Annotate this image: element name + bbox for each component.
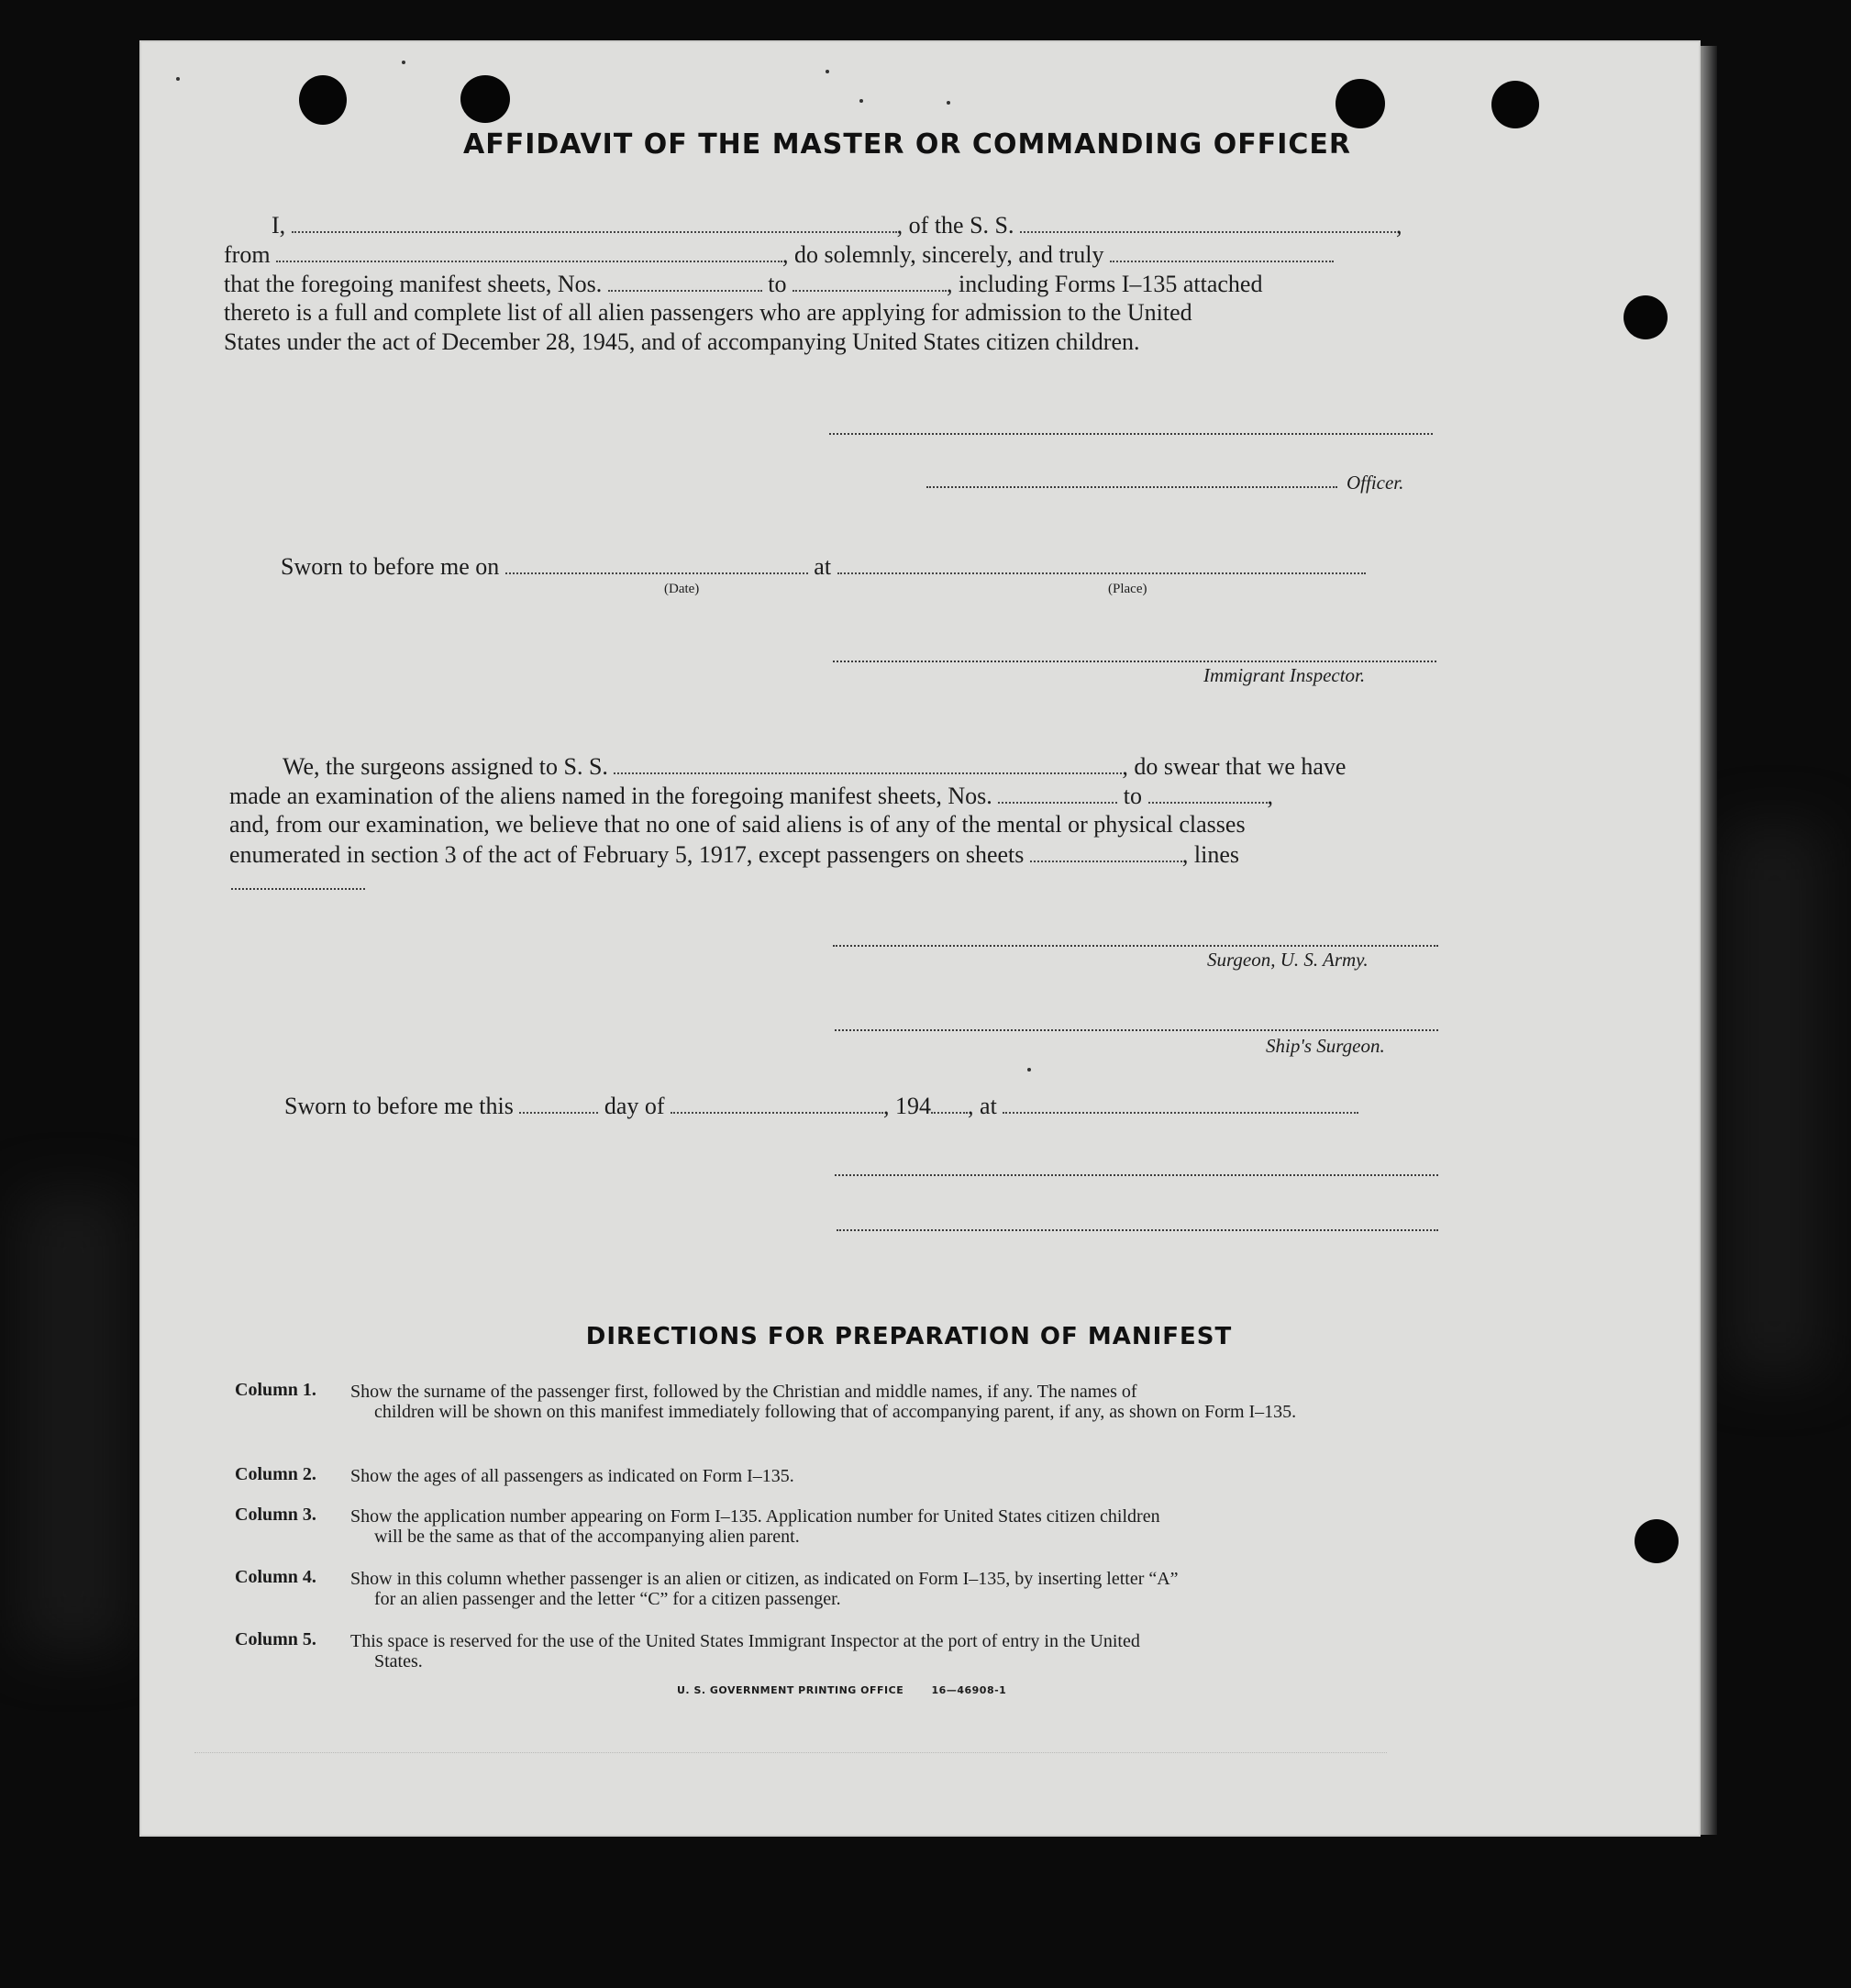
surgeons-line-1 [283, 752, 1346, 781]
place-caption: (Place) [1108, 582, 1147, 596]
text: for an alien passenger and the letter “C” for a citizen passenger. [374, 1589, 841, 1609]
text: We, the surgeons assigned to S. S. [283, 753, 608, 780]
text: , including Forms I–135 attached [947, 271, 1263, 297]
printer-name: U. S. GOVERNMENT PRINTING OFFICE [677, 1684, 904, 1696]
directions-title: DIRECTIONS FOR PREPARATION OF MANIFEST [585, 1323, 1233, 1350]
text: , [1267, 783, 1273, 809]
text: children will be shown on this manifest immediately following that of accompanying parent, if any, as shown on Form I–135. [374, 1402, 1297, 1422]
column-1-label: Column 1. [235, 1380, 316, 1400]
column-2-label: Column 2. [235, 1464, 316, 1484]
form-page [139, 40, 1701, 1837]
affidavit-line-1 [272, 211, 1402, 239]
column-2-text [350, 1466, 1451, 1486]
name-blank[interactable] [292, 211, 897, 233]
column-4-label: Column 4. [235, 1567, 316, 1587]
inspector-signature-line[interactable] [833, 661, 1436, 662]
date-caption: (Date) [664, 582, 700, 596]
army-surgeon-signature-line[interactable] [833, 945, 1438, 947]
year-blank[interactable] [931, 1092, 968, 1114]
surgeon-sheet-to-blank[interactable] [1148, 782, 1268, 804]
affidavit-line-3 [224, 270, 1262, 298]
text: Show in this column whether passenger is an alien or citizen, as indicated on Form I–135, by inserting letter “A” [350, 1569, 1179, 1589]
column-5-label: Column 5. [235, 1629, 316, 1649]
text: from [224, 241, 271, 268]
text: , lines [1181, 841, 1240, 868]
surgeons-line-2 [229, 782, 1273, 810]
text: Show the surname of the passenger first, followed by the Christian and middle names, if any. The names of [350, 1382, 1137, 1402]
text: Show the ages of all passengers as indicated on Form I–135. [350, 1466, 794, 1486]
text: to [768, 271, 787, 297]
form-code: 16—46908-1 [931, 1684, 1007, 1696]
text: will be the same as that of the accompanying alien parent. [374, 1527, 800, 1547]
punch-hole [1624, 295, 1668, 339]
text: , 194 [883, 1093, 932, 1119]
place-blank[interactable] [837, 552, 1366, 574]
text: , of the S. S. [896, 212, 1014, 239]
paper-speck [826, 70, 829, 73]
sheet-to-blank[interactable] [792, 270, 947, 292]
text: This space is reserved for the use of the United States Immigrant Inspector at the port of entry in the United [350, 1631, 1140, 1651]
scan-shadow [1724, 826, 1825, 1376]
paper-speck [947, 101, 950, 105]
ship-surgeon-signature-line[interactable] [835, 1029, 1438, 1031]
paper-speck [176, 77, 180, 81]
punch-hole [1635, 1519, 1679, 1563]
sworn-place-blank[interactable] [1003, 1092, 1358, 1114]
column-3-text [350, 1506, 1451, 1547]
paper-speck [859, 99, 863, 103]
punch-hole [299, 75, 347, 125]
punch-hole [1491, 81, 1539, 128]
officer-title-line[interactable] [926, 486, 1337, 488]
ship-surgeon-caption: Ship's Surgeon. [1266, 1035, 1385, 1057]
officer-title-line-2[interactable] [837, 1229, 1438, 1231]
officer-caption: Officer. [1347, 472, 1404, 494]
text: States. [374, 1651, 423, 1671]
text: that the foregoing manifest sheets, Nos. [224, 271, 603, 297]
surgeon-sheet-from-blank[interactable] [998, 782, 1117, 804]
sheet-from-blank[interactable] [608, 270, 762, 292]
lines-blank[interactable] [231, 888, 365, 890]
port-blank[interactable] [276, 240, 782, 262]
day-blank[interactable] [519, 1092, 598, 1114]
surgeons-sworn-line [284, 1092, 1358, 1120]
printer-imprint [677, 1684, 1006, 1696]
paper-speck [1027, 1068, 1031, 1072]
surgeons-line-3: and, from our examination, we believe that no one of said aliens is of any of the mental or physical classes [229, 811, 1246, 838]
month-blank[interactable] [671, 1092, 883, 1114]
text: to [1123, 783, 1142, 809]
paper-speck [402, 61, 405, 64]
scan-shadow [18, 1193, 128, 1651]
column-3-label: Column 3. [235, 1505, 316, 1525]
affidavit-sworn-line [281, 552, 1366, 581]
affidavit-line-4: thereto is a full and complete list of all alien passengers who are applying for admission to the United [224, 299, 1192, 326]
ship-name-blank[interactable] [1020, 211, 1396, 233]
text: , do swear that we have [1122, 753, 1347, 780]
except-sheets-blank[interactable] [1030, 840, 1182, 862]
officer-signature-line[interactable] [829, 433, 1433, 435]
text: at [814, 553, 832, 580]
affidavit-title: AFFIDAVIT OF THE MASTER OR COMMANDING OFFICER [463, 128, 1351, 161]
text: , at [968, 1093, 997, 1119]
officer-signature-line-2[interactable] [835, 1174, 1438, 1176]
date-blank[interactable] [505, 552, 808, 574]
inspector-caption: Immigrant Inspector. [1203, 664, 1366, 686]
faint-bottom-rule [194, 1752, 1387, 1753]
text: Show the application number appearing on Form I–135. Application number for United States citizen children [350, 1506, 1160, 1527]
text: day of [604, 1093, 665, 1119]
text: I, [272, 212, 286, 239]
text: Sworn to before me on [281, 553, 500, 580]
text: , [1396, 212, 1402, 239]
affidavit-line-5: States under the act of December 28, 1945, and of accompanying United States citizen children. [224, 328, 1140, 355]
punch-hole [460, 75, 510, 123]
swear-blank[interactable] [1110, 240, 1334, 262]
column-4-text [350, 1569, 1451, 1609]
text: , do solemnly, sincerely, and truly [782, 241, 1104, 268]
surgeons-line-4 [229, 840, 1239, 869]
column-5-text [350, 1631, 1451, 1671]
affidavit-line-2 [224, 240, 1334, 269]
surgeon-ship-blank[interactable] [614, 752, 1122, 774]
column-1-text [350, 1382, 1451, 1422]
text: Sworn to before me this [284, 1093, 514, 1119]
text: enumerated in section 3 of the act of February 5, 1917, except passengers on sheets [229, 841, 1025, 868]
punch-hole [1336, 79, 1385, 128]
text: made an examination of the aliens named in the foregoing manifest sheets, Nos. [229, 783, 992, 809]
army-surgeon-caption: Surgeon, U. S. Army. [1207, 949, 1369, 971]
